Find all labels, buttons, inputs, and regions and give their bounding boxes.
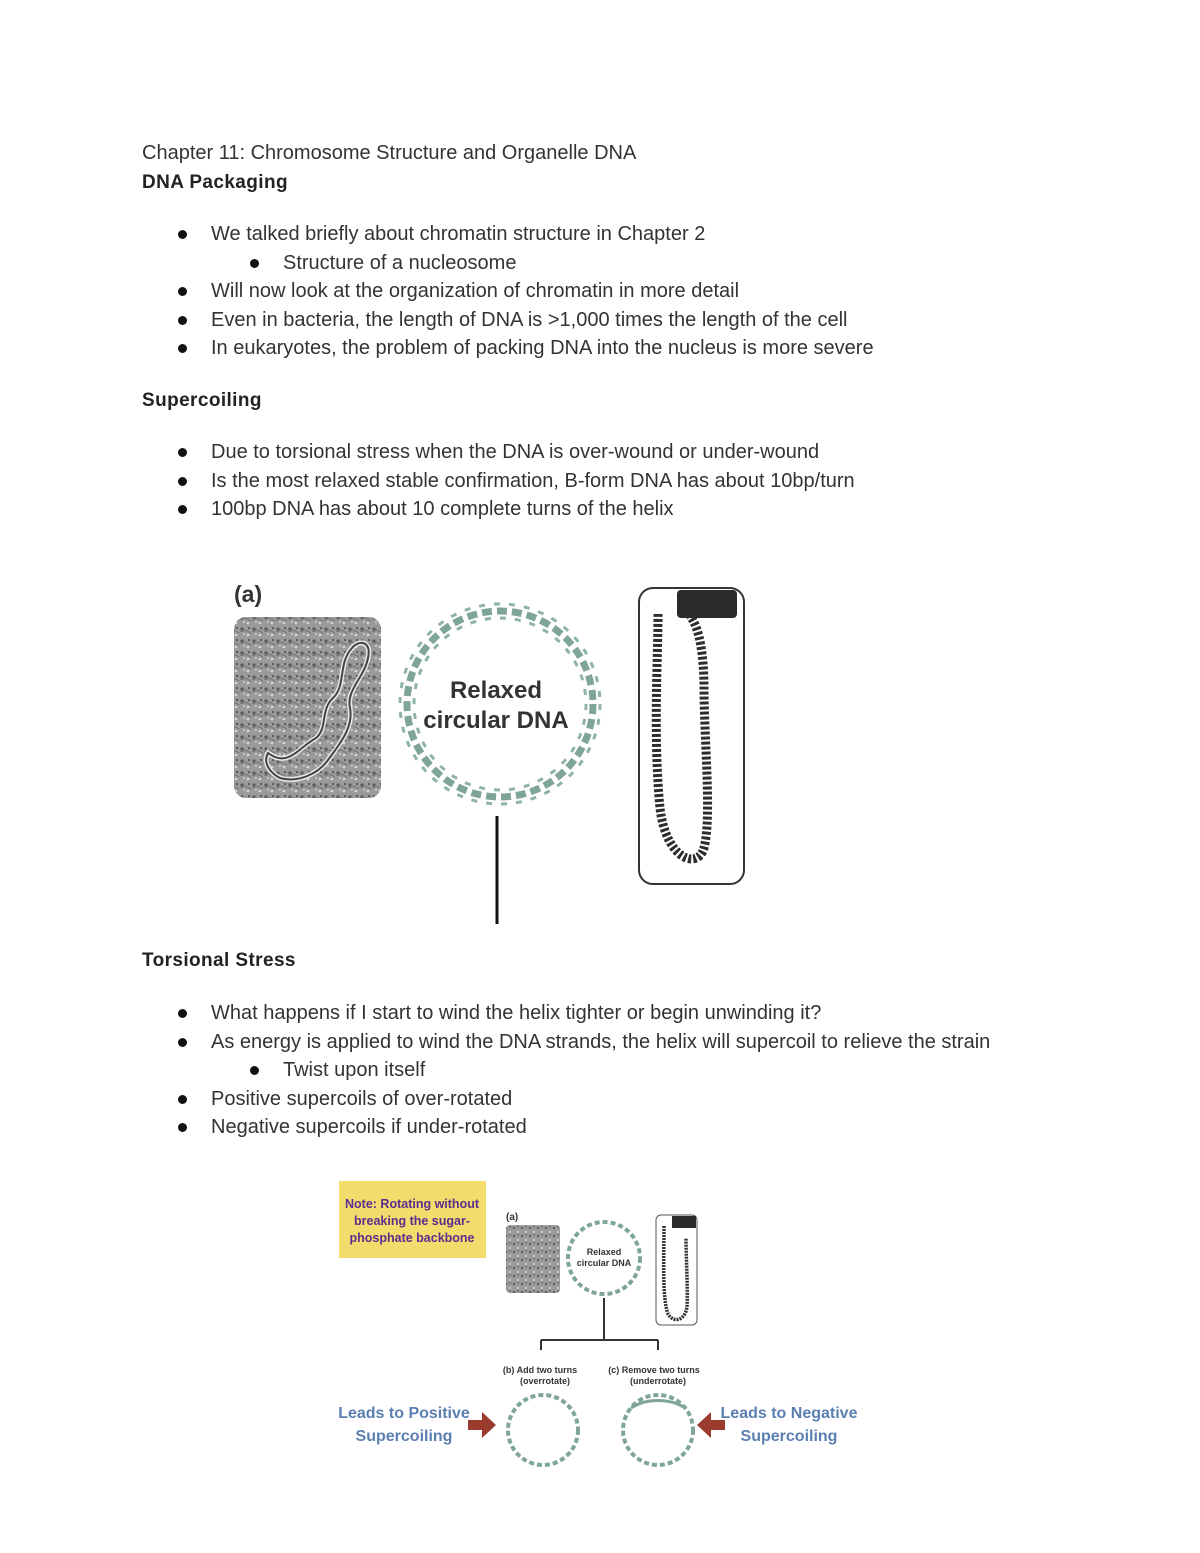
panel-b-line2: (overrotate) bbox=[519, 1376, 571, 1386]
figure1-circle-label-line2: circular DNA bbox=[423, 707, 569, 734]
list-item: As energy is applied to wind the DNA strands, the helix will supercoil to relieve the strain bbox=[0, 1028, 990, 1057]
bullet-dot-icon bbox=[178, 1095, 187, 1104]
bullet-dot-icon bbox=[178, 1038, 187, 1047]
page-title: Chapter 11: Chromosome Structure and Organelle DNA bbox=[142, 142, 637, 164]
torsional-bullet-list bbox=[0, 999, 990, 1142]
note-line1: Note: Rotating without bbox=[345, 1197, 479, 1211]
bullet-dot-icon bbox=[178, 230, 187, 239]
figure2-circle-label-line1: Relaxed bbox=[586, 1247, 622, 1257]
bullet-dot-icon bbox=[178, 477, 187, 486]
panel-b-line1: (b) Add two turns bbox=[502, 1365, 578, 1375]
arrow-right-icon bbox=[468, 1412, 496, 1438]
heading-supercoiling: Supercoiling bbox=[142, 390, 262, 411]
panel-c-line1: (c) Remove two turns bbox=[608, 1365, 700, 1375]
list-item: What happens if I start to wind the helix tighter or begin unwinding it? bbox=[0, 999, 990, 1028]
figure1-circle-label-line1: Relaxed bbox=[449, 677, 543, 704]
small-phone-cord-image bbox=[656, 1215, 697, 1325]
left-callout-line2: Supercoiling bbox=[355, 1428, 453, 1445]
list-item: Negative supercoils if under-rotated bbox=[0, 1113, 990, 1142]
phone-cord-image bbox=[639, 588, 744, 884]
packaging-bullet-list bbox=[0, 220, 874, 363]
figure2-circle-label-line2: circular DNA bbox=[576, 1258, 632, 1268]
list-item: Twist upon itself bbox=[0, 1056, 990, 1085]
list-item: 100bp DNA has about 10 complete turns of the helix bbox=[0, 495, 855, 524]
list-item: In eukaryotes, the problem of packing DNA into the nucleus is more severe bbox=[0, 334, 874, 363]
right-callout-line1: Leads to Negative bbox=[720, 1405, 858, 1422]
bullet-dot-icon bbox=[178, 287, 187, 296]
list-item: Is the most relaxed stable confirmation, B-form DNA has about 10bp/turn bbox=[0, 467, 855, 496]
list-item: Will now look at the organization of chromatin in more detail bbox=[0, 277, 874, 306]
list-item: Positive supercoils of over-rotated bbox=[0, 1085, 990, 1114]
underrotated-dna-circle bbox=[623, 1395, 693, 1465]
bullet-dot-icon bbox=[250, 1066, 259, 1075]
bullet-dot-icon bbox=[178, 1123, 187, 1132]
list-item: Even in bacteria, the length of DNA is >1,000 times the length of the cell bbox=[0, 306, 874, 335]
figure-relaxed-circular-dna bbox=[228, 578, 748, 928]
note-line2: breaking the sugar- bbox=[354, 1214, 470, 1228]
figure2-panel-label: (a) bbox=[506, 1212, 519, 1223]
list-item: Due to torsional stress when the DNA is over-wound or under-wound bbox=[0, 438, 855, 467]
panel-c-line2: (underrotate) bbox=[630, 1376, 686, 1386]
figure1-panel-label: (a) bbox=[234, 581, 263, 607]
overrotated-dna-circle bbox=[508, 1395, 578, 1465]
note-line3: phosphate backbone bbox=[349, 1231, 475, 1245]
heading-torsional-stress: Torsional Stress bbox=[142, 950, 296, 971]
figure-supercoiling-diagram bbox=[336, 1178, 866, 1478]
supercoiling-bullet-list bbox=[0, 438, 855, 524]
heading-dna-packaging: DNA Packaging bbox=[142, 172, 288, 193]
bullet-dot-icon bbox=[178, 448, 187, 457]
micrograph-image bbox=[234, 617, 381, 798]
bullet-dot-icon bbox=[178, 505, 187, 514]
bullet-dot-icon bbox=[250, 259, 259, 268]
list-item: We talked briefly about chromatin structure in Chapter 2 bbox=[0, 220, 874, 249]
right-callout-line2: Supercoiling bbox=[740, 1428, 838, 1445]
list-item: Structure of a nucleosome bbox=[0, 249, 874, 278]
left-callout-line1: Leads to Positive bbox=[338, 1405, 470, 1422]
bullet-dot-icon bbox=[178, 344, 187, 353]
small-micrograph-image bbox=[506, 1225, 560, 1293]
relaxed-dna-circle bbox=[400, 604, 600, 804]
bullet-dot-icon bbox=[178, 316, 187, 325]
bullet-dot-icon bbox=[178, 1009, 187, 1018]
